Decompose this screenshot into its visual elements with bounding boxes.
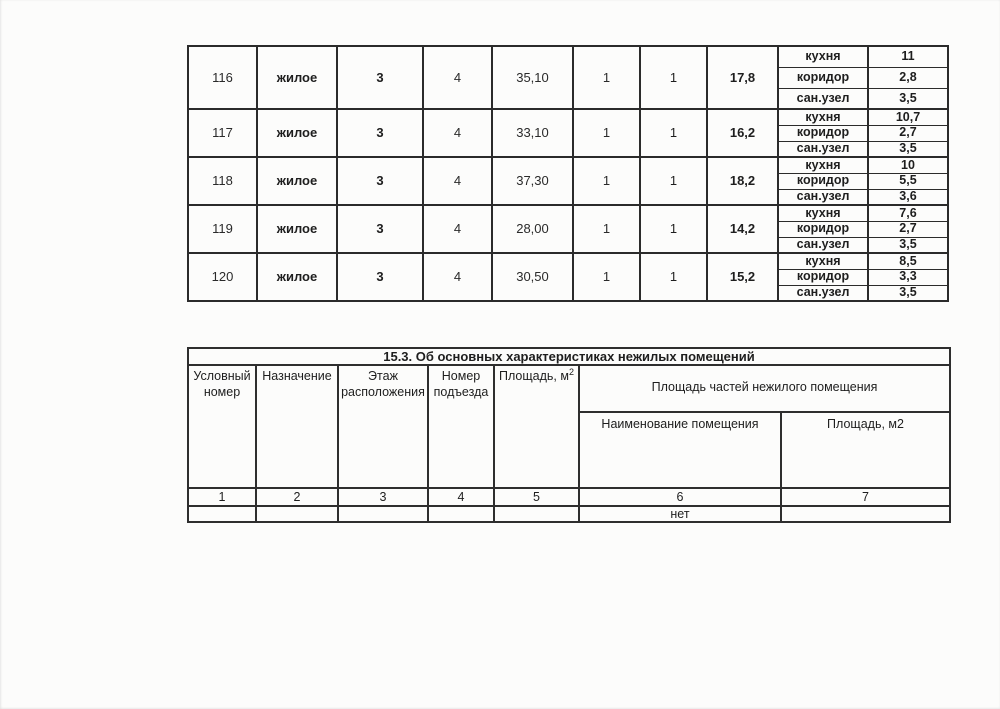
unit-row: [188, 157, 948, 173]
header-row: [188, 365, 950, 412]
room-area: 2,7: [868, 125, 948, 141]
col7-cell: 1: [640, 205, 707, 253]
purpose-cell: жилое: [257, 253, 337, 301]
empty-cell: [781, 506, 950, 522]
column-number: 1: [188, 488, 256, 506]
total-area-cell: 35,10: [492, 46, 573, 109]
entrance-cell: 4: [423, 253, 492, 301]
entrance-cell: 4: [423, 109, 492, 157]
empty-cell: [188, 506, 256, 522]
col6-cell: 1: [573, 205, 640, 253]
header-parts-group: Площадь частей нежилого помещения: [579, 365, 950, 412]
purpose-cell: жилое: [257, 109, 337, 157]
living-area-cell: 16,2: [707, 109, 778, 157]
room-area: 8,5: [868, 253, 948, 269]
column-number: 7: [781, 488, 950, 506]
room-name: коридор: [778, 67, 868, 88]
living-area-cell: 18,2: [707, 157, 778, 205]
floor-cell: 3: [337, 157, 423, 205]
entrance-cell: 4: [423, 157, 492, 205]
nonresidential-table: [187, 347, 951, 523]
unit-row: [188, 205, 948, 221]
purpose-cell: жилое: [257, 46, 337, 109]
total-area-cell: 28,00: [492, 205, 573, 253]
unit-number: 117: [188, 109, 257, 157]
room-name: кухня: [778, 205, 868, 221]
living-area-cell: 14,2: [707, 205, 778, 253]
header-conditional-number: Условный номер: [188, 365, 256, 488]
header-area-superscript: 2: [568, 366, 574, 377]
room-area: 2,8: [868, 67, 948, 88]
col6-cell: 1: [573, 109, 640, 157]
unit-number: 119: [188, 205, 257, 253]
room-name: сан.узел: [778, 189, 868, 205]
column-number: 2: [256, 488, 338, 506]
room-area: 3,6: [868, 189, 948, 205]
col7-cell: 1: [640, 253, 707, 301]
room-name: коридор: [778, 125, 868, 141]
total-area-cell: 30,50: [492, 253, 573, 301]
total-area-cell: 37,30: [492, 157, 573, 205]
column-number: 6: [579, 488, 781, 506]
room-area: 5,5: [868, 173, 948, 189]
room-name: сан.узел: [778, 285, 868, 301]
col7-cell: 1: [640, 109, 707, 157]
header-part-name: Наименование помещения: [579, 412, 781, 489]
empty-cell: [494, 506, 579, 522]
purpose-cell: жилое: [257, 205, 337, 253]
room-name: кухня: [778, 253, 868, 269]
room-name: коридор: [778, 269, 868, 285]
empty-cell: [428, 506, 494, 522]
room-name: сан.узел: [778, 88, 868, 109]
unit-number: 116: [188, 46, 257, 109]
room-name: сан.узел: [778, 237, 868, 253]
header-floor: Этаж расположения: [338, 365, 428, 488]
room-name: сан.узел: [778, 141, 868, 157]
unit-number: 120: [188, 253, 257, 301]
column-number: 4: [428, 488, 494, 506]
header-area-text: Площадь, м: [499, 369, 569, 383]
unit-row: [188, 109, 948, 125]
living-area-cell: 15,2: [707, 253, 778, 301]
room-name: кухня: [778, 109, 868, 125]
room-area: 3,5: [868, 237, 948, 253]
empty-cell: [256, 506, 338, 522]
room-area: 3,5: [868, 141, 948, 157]
unit-row: [188, 253, 948, 269]
empty-cell: [338, 506, 428, 522]
room-area: 7,6: [868, 205, 948, 221]
room-name: коридор: [778, 221, 868, 237]
col6-cell: 1: [573, 157, 640, 205]
room-name: коридор: [778, 173, 868, 189]
col6-cell: 1: [573, 253, 640, 301]
section-title-row: [188, 348, 950, 365]
room-area: 3,3: [868, 269, 948, 285]
living-area-cell: 17,8: [707, 46, 778, 109]
room-name: кухня: [778, 46, 868, 67]
col6-cell: 1: [573, 46, 640, 109]
col7-cell: 1: [640, 46, 707, 109]
floor-cell: 3: [337, 109, 423, 157]
header-part-area: Площадь, м2: [781, 412, 950, 489]
col7-cell: 1: [640, 157, 707, 205]
column-number: 3: [338, 488, 428, 506]
entrance-cell: 4: [423, 205, 492, 253]
floor-cell: 3: [337, 205, 423, 253]
header-area: [494, 365, 579, 488]
room-area: 11: [868, 46, 948, 67]
unit-number: 118: [188, 157, 257, 205]
room-area: 2,7: [868, 221, 948, 237]
apartments-table: [187, 45, 949, 302]
header-entrance: Номер подъезда: [428, 365, 494, 488]
column-number: 5: [494, 488, 579, 506]
room-name: кухня: [778, 157, 868, 173]
header-purpose: Назначение: [256, 365, 338, 488]
floor-cell: 3: [337, 253, 423, 301]
room-area: 10: [868, 157, 948, 173]
room-area: 10,7: [868, 109, 948, 125]
floor-cell: 3: [337, 46, 423, 109]
column-numbers-row: [188, 488, 950, 506]
room-area: 3,5: [868, 285, 948, 301]
purpose-cell: жилое: [257, 157, 337, 205]
total-area-cell: 33,10: [492, 109, 573, 157]
room-area: 3,5: [868, 88, 948, 109]
entrance-cell: 4: [423, 46, 492, 109]
unit-row: [188, 46, 948, 67]
section-title: 15.3. Об основных характеристиках нежилых помещений: [188, 348, 950, 365]
no-parts-value: нет: [579, 506, 781, 522]
data-row: [188, 506, 950, 522]
